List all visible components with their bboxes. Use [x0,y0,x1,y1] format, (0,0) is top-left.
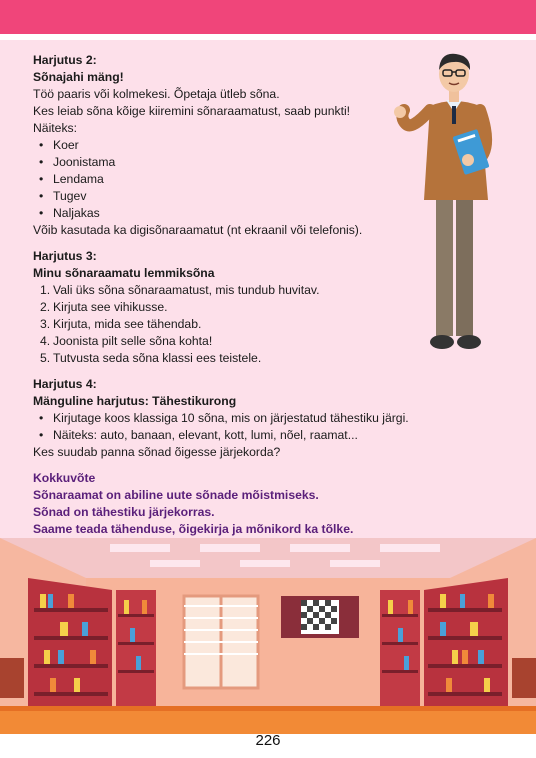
step-number: 2. [40,300,51,314]
exercise-2-title: Harjutus 2: [33,53,97,67]
list-item: • Tugev [33,188,413,205]
header-bar [0,0,536,34]
step-text: Kirjuta, mida see tähendab. [53,317,202,331]
exercise-2-note: Võib kasutada ka digisõnaraamatut (nt ekraanil või telefonis). [33,223,363,237]
exercise-3 [33,248,413,367]
step-text: Kirjuta see vihikusse. [53,300,168,314]
step-text: Vali üks sõna sõnaraamatust, mis tundub huvitav. [53,283,320,297]
step-text: Tutvusta seda sõna klassi ees teistele. [53,351,262,365]
list-item [33,350,413,367]
list-item [33,299,413,316]
exercise-3-title: Harjutus 3: [33,249,97,263]
library-illustration [0,538,536,734]
list-item [33,282,413,299]
summary-title: Kokkuvõte [33,471,96,485]
exercise-2 [33,52,413,239]
exercise-2-line: Kes leiab sõna kõige kiiremini sõnaraamatust, saab punkti! [33,104,351,118]
step-number: 5. [40,351,51,365]
list-item [33,333,413,350]
page-number: 226 [255,732,281,749]
list-item [33,316,413,333]
exercise-3-subtitle: Minu sõnaraamatu lemmiksõna [33,266,215,280]
exercise-2-line: Töö paaris või kolmekesi. Õpetaja ütleb sõna. [33,87,280,101]
exercise-4 [33,376,413,461]
exercise-4-question: Kes suudab panna sõnad õigesse järjekorda? [33,445,281,459]
exercise-2-line: Näiteks: [33,121,78,135]
exercise-4-title: Harjutus 4: [33,377,97,391]
step-number: 3. [40,317,51,331]
list-item: • Joonistama [33,154,413,171]
exercise-2-subtitle: Sõnajahi mäng! [33,70,124,84]
summary-line: Sõnaraamat on abiline uute sõnade mõistmiseks. [33,488,319,502]
page-content [33,52,413,555]
list-item: • Lendama [33,171,413,188]
step-text: Joonista pilt selle sõna kohta! [53,334,213,348]
list-item: • Naljakas [33,205,413,222]
list-item: • Koer [33,137,413,154]
steps-list [33,282,413,367]
exercise-4-list [33,410,413,444]
step-number: 1. [40,283,51,297]
example-word-list [33,137,413,222]
exercise-4-subtitle: Mänguline harjutus: Tähestikurong [33,394,237,408]
summary-line: Sõnad on tähestiku järjekorras. [33,505,215,519]
teacher-illustration [384,50,504,360]
list-item: • Näiteks: auto, banaan, elevant, kott, lumi, nõel, raamat... [33,427,413,444]
list-item: • Kirjutage koos klassiga 10 sõna, mis on järjestatud tähestiku järgi. [33,410,413,427]
step-number: 4. [40,334,51,348]
summary-line: Saame teada tähenduse, õigekirja ja mõnikord ka tõlke. [33,522,354,536]
